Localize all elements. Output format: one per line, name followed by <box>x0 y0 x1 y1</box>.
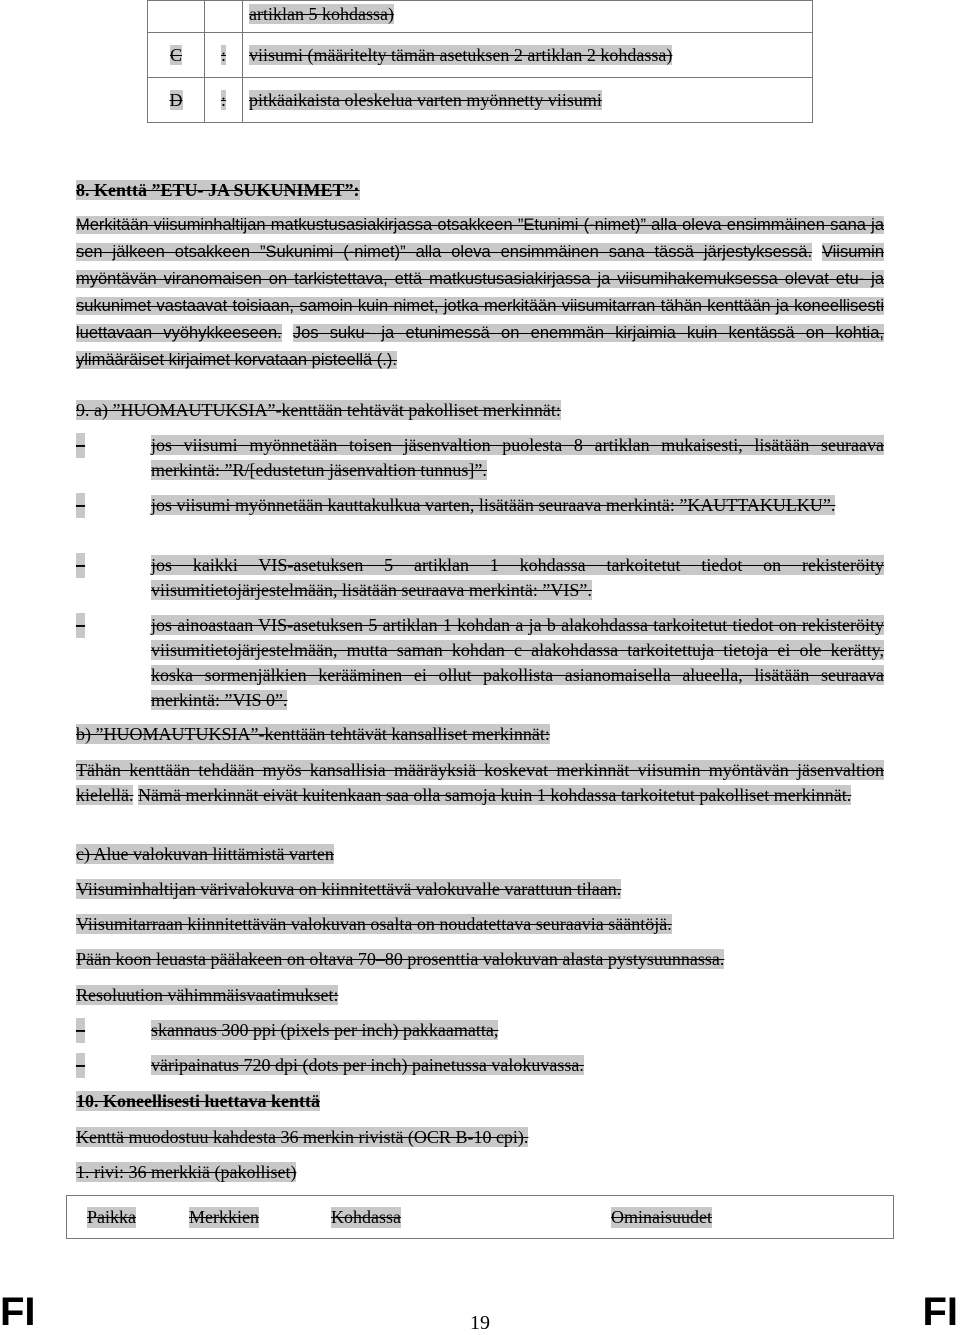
field8-paragraph: Merkitään viisuminhaltijan matkustusasiakirjassa otsakkeen ”Etunimi (-nimet)” alla oleva ensimmäinen sana ja sen jälkeen otsakkeen ”Sukunimi (-nimet)” alla oleva ensimmäinen sana tässä järjestyksessä. Viisumin myöntävän viranomaisen on tarkistettava, että matkustusasiakirjassa ja viisumihakemuksessa olevat etu- ja sukunimet vastaavat toisiaan, samoin kuin nimet, jotka merkitään viisumitarran tähän kenttään ja koneellisesti luettavaan vyöhykkeeseen. Jos suku- ja etunimessä on enemmän kirjaimia kuin kentässä on kohtia, ylimääräiset kirjaimet korvataan pisteellä (.). <box>76 216 884 369</box>
column-header: Kohdassa <box>331 1207 401 1227</box>
list-item: – jos viisumi myönnetään kauttakulkua varten, lisätään seuraava merkintä: ”KAUTTAKULKU”. <box>76 493 884 518</box>
field9b-heading: b) ”HUOMAUTUKSIA”-kenttään tehtävät kansalliset merkinnät: <box>76 724 550 744</box>
list-item: – jos ainoastaan VIS-asetuksen 5 artiklan 1 kohdan a ja b alakohdassa tarkoitetut tiedot on rekisteröity viisumitietojärjestelmään, mutta saman kohdan c alakohdassa tarkoitettuja tietoja ei ole kerätty, koska sormenjälkien kerääminen ei ollut pakollista asianomaisella alueella, lisätään seuraava merkintä: ”VIS 0”. <box>76 615 884 710</box>
field9c-paragraph: Viisumitarraan kiinnitettävän valokuvan osalta on noudatettava seuraavia sääntöjä. <box>76 914 672 934</box>
row-code: D <box>169 89 183 110</box>
list-item: – skannaus 300 ppi (pixels per inch) pakkaamatta, <box>76 1018 884 1043</box>
field9c-paragraph: Resoluution vähimmäisvaatimukset: <box>76 985 339 1005</box>
row-code: C <box>169 44 182 65</box>
language-code-right: FI <box>922 1290 958 1334</box>
column-header: Ominaisuudet <box>611 1207 712 1227</box>
row-text: pitkäaikaista oleskelua varten myönnetty viisumi <box>249 89 602 110</box>
row-text: artiklan 5 kohdassa) <box>249 4 394 24</box>
field9c-paragraph: Viisuminhaltijan värivalokuva on kiinnitettävä valokuvalle varattuun tilaan. <box>76 879 622 899</box>
field10-row1: 1. rivi: 36 merkkiä (pakolliset) <box>76 1162 297 1182</box>
row-sep: : <box>220 89 226 110</box>
table-row <box>148 1 813 33</box>
code-table <box>147 0 813 123</box>
list-item: – jos viisumi myönnetään toisen jäsenvaltion puolesta 8 artiklan mukaisesti, lisätään seuraava merkintä: ”R/[edustetun jäsenvaltion tunnus]”. <box>76 435 884 480</box>
row-sep: : <box>220 44 226 65</box>
field10-paragraph: Kenttä muodostuu kahdesta 36 merkin rivistä (OCR B-10 cpi). <box>76 1127 529 1147</box>
column-header: Merkkien <box>189 1207 259 1227</box>
field9b-paragraph: Tähän kenttään tehdään myös kansallisia määräyksiä koskevat merkinnät viisumin myöntävän jäsenvaltion kielellä. Nämä merkinnät eivät kuitenkaan saa olla samoja kuin 1 kohdassa tarkoitetut pakolliset merkinnät. <box>76 760 884 805</box>
table-row <box>148 78 813 123</box>
field10-heading: 10. Koneellisesti luettava kenttä <box>76 1091 320 1111</box>
field9c-heading: c) Alue valokuvan liittämistä varten <box>76 844 334 864</box>
language-code-left: FI <box>0 1290 36 1334</box>
row-text: viisumi (määritelty tämän asetuksen 2 artiklan 2 kohdassa) <box>249 44 673 65</box>
page-number: 19 <box>470 1312 490 1334</box>
column-header: Paikka <box>87 1207 136 1227</box>
mrz-table-header <box>66 1195 894 1239</box>
table-row <box>148 33 813 78</box>
field9a-heading: 9. a) ”HUOMAUTUKSIA”-kenttään tehtävät pakolliset merkinnät: <box>76 400 561 420</box>
field8-heading: 8. Kenttä ”ETU- JA SUKUNIMET”: <box>76 180 360 200</box>
field9c-paragraph: Pään koon leuasta päälakeen on oltava 70–80 prosenttia valokuvan alasta pystysuunnassa. <box>76 949 725 969</box>
list-item: – jos kaikki VIS-asetuksen 5 artiklan 1 kohdassa tarkoitetut tiedot on rekisteröity viisumitietojärjestelmään, lisätään seuraava merkintä: ”VIS”. <box>76 555 884 600</box>
list-item: – väripainatus 720 dpi (dots per inch) painetussa valokuvassa. <box>76 1053 884 1078</box>
